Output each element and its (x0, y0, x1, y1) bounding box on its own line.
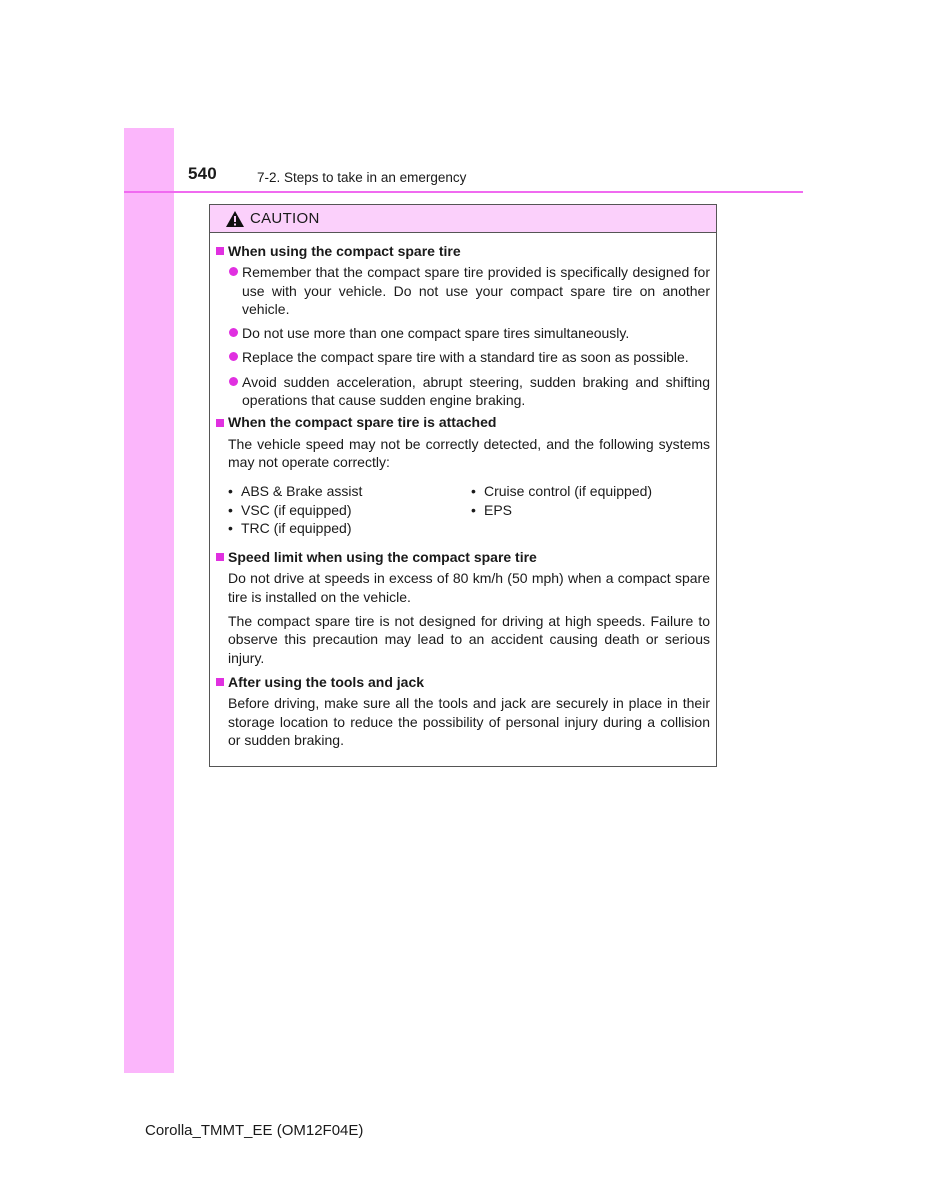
caution-header (210, 205, 716, 233)
circle-bullet-icon (229, 267, 238, 276)
warning-triangle-icon (225, 210, 245, 228)
side-tab-strip (124, 128, 174, 1073)
systems-list (216, 482, 710, 537)
section-heading (216, 673, 710, 691)
list-item (216, 373, 710, 410)
section-heading (216, 242, 710, 260)
section-heading (216, 413, 710, 431)
section-heading-text: When using the compact spare tire (228, 243, 461, 259)
system-item: • EPS (471, 501, 513, 518)
list-item (216, 324, 710, 342)
section-heading (216, 548, 710, 566)
header-rule (124, 191, 803, 193)
list-item-text: Replace the compact spare tire with a standard tire as soon as possible. (242, 349, 689, 366)
square-bullet-icon (216, 247, 224, 255)
list-item (216, 348, 710, 366)
square-bullet-icon (216, 678, 224, 686)
systems-column-left (228, 482, 471, 537)
paragraph: The vehicle speed may not be correctly detected, and the following systems may not operate correctly: (228, 435, 710, 470)
system-item: • TRC (if equipped) (228, 519, 352, 536)
page-number: 540 (188, 164, 217, 183)
section-heading-text: After using the tools and jack (228, 673, 425, 690)
paragraph: Before driving, make sure all the tools and jack are securely in place in their storage location to reduce the possibility of personal injury during a collision or sudden braking. (228, 695, 710, 748)
section-heading-text: When the compact spare tire is attached (228, 414, 497, 431)
paragraph: Do not drive at speeds in excess of 80 km/h (50 mph) when a compact spare tire is installed on the vehicle. (228, 570, 710, 605)
system-item: • Cruise control (if equipped) (471, 483, 653, 500)
caution-label: CAUTION (250, 210, 320, 227)
square-bullet-icon (216, 419, 224, 427)
circle-bullet-icon (229, 377, 238, 386)
list-item-text: Remember that the compact spare tire provided is specifically designed for use with your vehicle. Do not use your compact spare tire on another vehicle. (242, 264, 710, 317)
square-bullet-icon (216, 553, 224, 561)
systems-column-right (471, 482, 711, 537)
section-heading-text: Speed limit when using the compact spare tire (228, 549, 537, 566)
caution-body (210, 233, 716, 749)
list-item-text: Avoid sudden acceleration, abrupt steering, sudden braking and shifting operations that cause sudden engine braking. (242, 373, 710, 409)
footer-doc-id: Corolla_TMMT_EE (OM12F04E) (145, 1122, 364, 1139)
paragraph: The compact spare tire is not designed for driving at high speeds. Failure to observe this precaution may lead to an accident causing death or serious injury. (228, 613, 710, 666)
caution-box (209, 204, 717, 767)
system-item: • VSC (if equipped) (228, 501, 352, 518)
list-item (216, 263, 710, 318)
list-item-text: Do not use more than one compact spare tires simultaneously. (242, 325, 630, 342)
circle-bullet-icon (229, 352, 238, 361)
circle-bullet-icon (229, 328, 238, 337)
system-item: • ABS & Brake assist (228, 483, 363, 500)
section-title: 7-2. Steps to take in an emergency (257, 170, 467, 185)
